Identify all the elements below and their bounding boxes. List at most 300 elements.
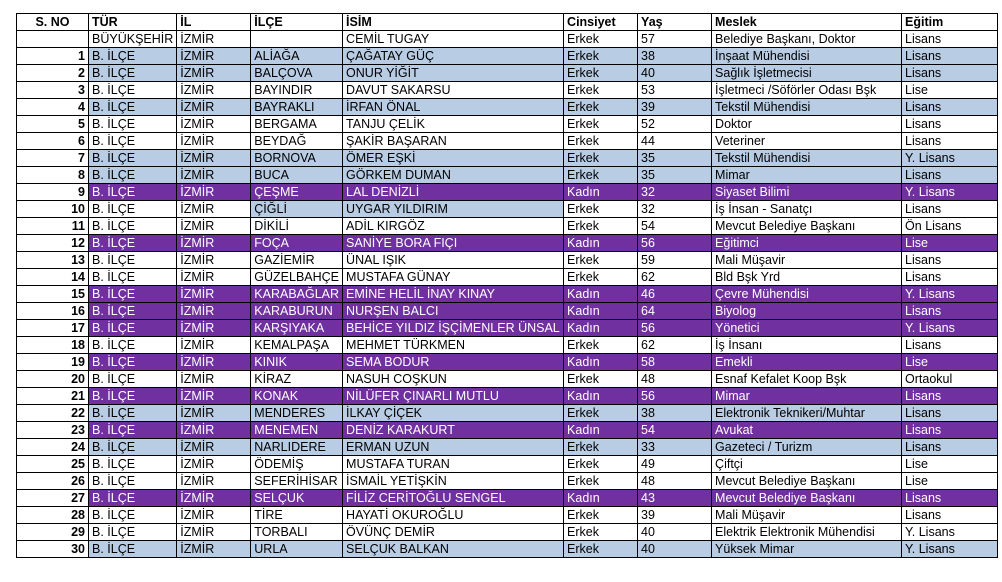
cell-ilce[interactable]: KEMALPAŞA <box>251 337 343 354</box>
cell-cinsiyet[interactable]: Erkek <box>564 116 638 133</box>
cell-isim[interactable]: ÖVÜNÇ DEMİR <box>343 524 564 541</box>
cell-ilce[interactable]: KİRAZ <box>251 371 343 388</box>
table-row[interactable] <box>17 116 998 133</box>
cell-meslek[interactable]: Esnaf Kefalet Koop Bşk <box>712 371 902 388</box>
cell-isim[interactable]: SELÇUK BALKAN <box>343 541 564 558</box>
cell-il[interactable]: İZMİR <box>177 269 251 286</box>
cell-il[interactable]: İZMİR <box>177 65 251 82</box>
cell-tur[interactable]: B. İLÇE <box>89 116 177 133</box>
cell-il[interactable]: İZMİR <box>177 524 251 541</box>
cell-yas[interactable]: 52 <box>638 116 712 133</box>
cell-ilce[interactable]: BALÇOVA <box>251 65 343 82</box>
cell-egitim[interactable]: Lisans <box>902 133 998 150</box>
table-row[interactable] <box>17 48 998 65</box>
cell-yas[interactable]: 57 <box>638 31 712 48</box>
cell-cinsiyet[interactable]: Erkek <box>564 150 638 167</box>
cell-egitim[interactable]: Lisans <box>902 252 998 269</box>
cell-sno[interactable]: 8 <box>17 167 89 184</box>
cell-yas[interactable]: 49 <box>638 456 712 473</box>
cell-yas[interactable]: 33 <box>638 439 712 456</box>
cell-sno[interactable]: 23 <box>17 422 89 439</box>
cell-egitim[interactable]: Lise <box>902 456 998 473</box>
cell-cinsiyet[interactable]: Erkek <box>564 218 638 235</box>
cell-cinsiyet[interactable]: Kadın <box>564 388 638 405</box>
cell-egitim[interactable]: Lisans <box>902 507 998 524</box>
cell-isim[interactable]: EMİNE HELİL İNAY KINAY <box>343 286 564 303</box>
cell-cinsiyet[interactable]: Erkek <box>564 456 638 473</box>
cell-isim[interactable]: ERMAN UZUN <box>343 439 564 456</box>
cell-il[interactable]: İZMİR <box>177 490 251 507</box>
cell-meslek[interactable]: Siyaset Bilimi <box>712 184 902 201</box>
cell-ilce[interactable]: GAZİEMİR <box>251 252 343 269</box>
cell-isim[interactable]: ADİL KIRGÖZ <box>343 218 564 235</box>
cell-cinsiyet[interactable]: Kadın <box>564 286 638 303</box>
cell-egitim[interactable]: Lise <box>902 235 998 252</box>
cell-cinsiyet[interactable]: Kadın <box>564 354 638 371</box>
cell-tur[interactable]: B. İLÇE <box>89 99 177 116</box>
cell-meslek[interactable]: Avukat <box>712 422 902 439</box>
cell-sno[interactable]: 6 <box>17 133 89 150</box>
cell-yas[interactable]: 38 <box>638 48 712 65</box>
cell-il[interactable]: İZMİR <box>177 337 251 354</box>
cell-ilce[interactable]: ÖDEMİŞ <box>251 456 343 473</box>
cell-cinsiyet[interactable]: Erkek <box>564 48 638 65</box>
cell-meslek[interactable]: Çiftçi <box>712 456 902 473</box>
cell-egitim[interactable]: Lisans <box>902 303 998 320</box>
cell-egitim[interactable]: Lisans <box>902 337 998 354</box>
cell-egitim[interactable]: Y. Lisans <box>902 150 998 167</box>
cell-yas[interactable]: 40 <box>638 541 712 558</box>
cell-sno[interactable]: 3 <box>17 82 89 99</box>
cell-tur[interactable]: B. İLÇE <box>89 439 177 456</box>
cell-egitim[interactable]: Lisans <box>902 422 998 439</box>
cell-sno[interactable]: 16 <box>17 303 89 320</box>
cell-sno[interactable]: 2 <box>17 65 89 82</box>
cell-cinsiyet[interactable]: Erkek <box>564 65 638 82</box>
cell-tur[interactable]: B. İLÇE <box>89 235 177 252</box>
cell-il[interactable]: İZMİR <box>177 218 251 235</box>
cell-il[interactable]: İZMİR <box>177 31 251 48</box>
table-row[interactable] <box>17 541 998 558</box>
cell-egitim[interactable]: Y. Lisans <box>902 184 998 201</box>
cell-ilce[interactable]: SEFERİHİSAR <box>251 473 343 490</box>
cell-isim[interactable]: GÖRKEM DUMAN <box>343 167 564 184</box>
cell-ilce[interactable]: MENDERES <box>251 405 343 422</box>
cell-isim[interactable]: FİLİZ CERİTOĞLU SENGEL <box>343 490 564 507</box>
cell-sno[interactable] <box>17 31 89 48</box>
cell-isim[interactable]: ÖMER EŞKİ <box>343 150 564 167</box>
cell-il[interactable]: İZMİR <box>177 303 251 320</box>
cell-ilce[interactable]: KARABAĞLAR <box>251 286 343 303</box>
cell-isim[interactable]: DAVUT SAKARSU <box>343 82 564 99</box>
cell-meslek[interactable]: Biyolog <box>712 303 902 320</box>
cell-il[interactable]: İZMİR <box>177 473 251 490</box>
cell-il[interactable]: İZMİR <box>177 422 251 439</box>
cell-yas[interactable]: 62 <box>638 269 712 286</box>
cell-tur[interactable]: B. İLÇE <box>89 490 177 507</box>
cell-sno[interactable]: 1 <box>17 48 89 65</box>
cell-tur[interactable]: B. İLÇE <box>89 201 177 218</box>
cell-tur[interactable]: B. İLÇE <box>89 252 177 269</box>
cell-meslek[interactable]: Mali Müşavir <box>712 252 902 269</box>
cell-isim[interactable]: MUSTAFA TURAN <box>343 456 564 473</box>
cell-yas[interactable]: 54 <box>638 422 712 439</box>
table-row[interactable] <box>17 405 998 422</box>
cell-ilce[interactable]: BUCA <box>251 167 343 184</box>
cell-il[interactable]: İZMİR <box>177 235 251 252</box>
cell-yas[interactable]: 62 <box>638 337 712 354</box>
table-row[interactable] <box>17 252 998 269</box>
cell-yas[interactable]: 59 <box>638 252 712 269</box>
cell-tur[interactable]: B. İLÇE <box>89 184 177 201</box>
cell-il[interactable]: İZMİR <box>177 133 251 150</box>
cell-meslek[interactable]: Veteriner <box>712 133 902 150</box>
cell-meslek[interactable]: Elektrik Elektronik Mühendisi <box>712 524 902 541</box>
cell-meslek[interactable]: Mevcut Belediye Başkanı <box>712 218 902 235</box>
table-row[interactable] <box>17 490 998 507</box>
table-row[interactable] <box>17 218 998 235</box>
cell-meslek[interactable]: Mali Müşavir <box>712 507 902 524</box>
table-row[interactable] <box>17 388 998 405</box>
cell-isim[interactable]: CEMİL TUGAY <box>343 31 564 48</box>
cell-isim[interactable]: İRFAN ÖNAL <box>343 99 564 116</box>
cell-cinsiyet[interactable]: Kadın <box>564 320 638 337</box>
cell-isim[interactable]: MUSTAFA GÜNAY <box>343 269 564 286</box>
cell-egitim[interactable]: Lisans <box>902 31 998 48</box>
cell-tur[interactable]: B. İLÇE <box>89 388 177 405</box>
cell-cinsiyet[interactable]: Erkek <box>564 507 638 524</box>
table-row[interactable] <box>17 201 998 218</box>
cell-ilce[interactable] <box>251 31 343 48</box>
cell-meslek[interactable]: Mevcut Belediye Başkanı <box>712 490 902 507</box>
cell-meslek[interactable]: Gazeteci / Turizm <box>712 439 902 456</box>
table-row[interactable] <box>17 269 998 286</box>
cell-sno[interactable]: 14 <box>17 269 89 286</box>
cell-meslek[interactable]: Çevre Mühendisi <box>712 286 902 303</box>
cell-egitim[interactable]: Ön Lisans <box>902 218 998 235</box>
cell-cinsiyet[interactable]: Kadın <box>564 184 638 201</box>
cell-ilce[interactable]: KARŞIYAKA <box>251 320 343 337</box>
cell-sno[interactable]: 20 <box>17 371 89 388</box>
cell-isim[interactable]: DENİZ KARAKURT <box>343 422 564 439</box>
cell-cinsiyet[interactable]: Erkek <box>564 82 638 99</box>
cell-il[interactable]: İZMİR <box>177 286 251 303</box>
cell-meslek[interactable]: Yönetici <box>712 320 902 337</box>
cell-sno[interactable]: 17 <box>17 320 89 337</box>
cell-yas[interactable]: 39 <box>638 507 712 524</box>
cell-egitim[interactable]: Lisans <box>902 167 998 184</box>
cell-ilce[interactable]: FOÇA <box>251 235 343 252</box>
cell-ilce[interactable]: ÇEŞME <box>251 184 343 201</box>
cell-sno[interactable]: 30 <box>17 541 89 558</box>
cell-sno[interactable]: 4 <box>17 99 89 116</box>
cell-isim[interactable]: MEHMET TÜRKMEN <box>343 337 564 354</box>
cell-il[interactable]: İZMİR <box>177 320 251 337</box>
cell-sno[interactable]: 27 <box>17 490 89 507</box>
cell-tur[interactable]: B. İLÇE <box>89 269 177 286</box>
cell-isim[interactable]: ŞAKİR BAŞARAN <box>343 133 564 150</box>
cell-sno[interactable]: 5 <box>17 116 89 133</box>
cell-egitim[interactable]: Y. Lisans <box>902 541 998 558</box>
cell-sno[interactable]: 10 <box>17 201 89 218</box>
cell-yas[interactable]: 32 <box>638 201 712 218</box>
cell-sno[interactable]: 22 <box>17 405 89 422</box>
cell-isim[interactable]: İSMAİL YETİŞKİN <box>343 473 564 490</box>
cell-sno[interactable]: 9 <box>17 184 89 201</box>
cell-yas[interactable]: 46 <box>638 286 712 303</box>
cell-ilce[interactable]: ALİAĞA <box>251 48 343 65</box>
cell-tur[interactable]: B. İLÇE <box>89 218 177 235</box>
cell-yas[interactable]: 48 <box>638 371 712 388</box>
cell-tur[interactable]: B. İLÇE <box>89 48 177 65</box>
cell-sno[interactable]: 12 <box>17 235 89 252</box>
cell-egitim[interactable]: Lise <box>902 473 998 490</box>
cell-cinsiyet[interactable]: Erkek <box>564 524 638 541</box>
table-row[interactable] <box>17 133 998 150</box>
cell-il[interactable]: İZMİR <box>177 201 251 218</box>
cell-yas[interactable]: 44 <box>638 133 712 150</box>
cell-il[interactable]: İZMİR <box>177 116 251 133</box>
cell-tur[interactable]: B. İLÇE <box>89 82 177 99</box>
table-row[interactable] <box>17 439 998 456</box>
cell-il[interactable]: İZMİR <box>177 184 251 201</box>
cell-tur[interactable]: B. İLÇE <box>89 422 177 439</box>
cell-tur[interactable]: BÜYÜKŞEHİR <box>89 31 177 48</box>
cell-ilce[interactable]: URLA <box>251 541 343 558</box>
cell-sno[interactable]: 11 <box>17 218 89 235</box>
cell-il[interactable]: İZMİR <box>177 507 251 524</box>
cell-il[interactable]: İZMİR <box>177 99 251 116</box>
cell-ilce[interactable]: KONAK <box>251 388 343 405</box>
cell-egitim[interactable]: Lisans <box>902 65 998 82</box>
cell-ilce[interactable]: ÇİĞLİ <box>251 201 343 218</box>
cell-egitim[interactable]: Lisans <box>902 405 998 422</box>
table-row[interactable] <box>17 473 998 490</box>
cell-sno[interactable]: 19 <box>17 354 89 371</box>
table-row[interactable] <box>17 99 998 116</box>
cell-il[interactable]: İZMİR <box>177 388 251 405</box>
cell-cinsiyet[interactable]: Erkek <box>564 405 638 422</box>
cell-ilce[interactable]: KINIK <box>251 354 343 371</box>
cell-yas[interactable]: 39 <box>638 99 712 116</box>
cell-meslek[interactable]: Bld Bşk Yrd <box>712 269 902 286</box>
cell-cinsiyet[interactable]: Kadın <box>564 303 638 320</box>
cell-yas[interactable]: 35 <box>638 167 712 184</box>
cell-isim[interactable]: NASUH COŞKUN <box>343 371 564 388</box>
cell-isim[interactable]: BEHİCE YILDIZ İŞÇİMENLER ÜNSAL <box>343 320 564 337</box>
cell-meslek[interactable]: Mevcut Belediye Başkanı <box>712 473 902 490</box>
table-row[interactable] <box>17 184 998 201</box>
cell-yas[interactable]: 48 <box>638 473 712 490</box>
cell-sno[interactable]: 29 <box>17 524 89 541</box>
cell-sno[interactable]: 28 <box>17 507 89 524</box>
cell-yas[interactable]: 54 <box>638 218 712 235</box>
cell-il[interactable]: İZMİR <box>177 150 251 167</box>
cell-ilce[interactable]: GÜZELBAHÇE <box>251 269 343 286</box>
cell-cinsiyet[interactable]: Erkek <box>564 371 638 388</box>
cell-yas[interactable]: 43 <box>638 490 712 507</box>
cell-sno[interactable]: 25 <box>17 456 89 473</box>
cell-cinsiyet[interactable]: Erkek <box>564 167 638 184</box>
cell-egitim[interactable]: Lisans <box>902 388 998 405</box>
table-row[interactable] <box>17 286 998 303</box>
cell-meslek[interactable]: Tekstil Mühendisi <box>712 99 902 116</box>
cell-cinsiyet[interactable]: Kadın <box>564 422 638 439</box>
cell-egitim[interactable]: Lisans <box>902 439 998 456</box>
cell-tur[interactable]: B. İLÇE <box>89 524 177 541</box>
cell-cinsiyet[interactable]: Erkek <box>564 269 638 286</box>
table-row[interactable] <box>17 320 998 337</box>
table-row[interactable] <box>17 167 998 184</box>
cell-isim[interactable]: ÜNAL IŞIK <box>343 252 564 269</box>
cell-ilce[interactable]: BAYINDIR <box>251 82 343 99</box>
cell-meslek[interactable]: Elektronik Teknikeri/Muhtar <box>712 405 902 422</box>
cell-tur[interactable]: B. İLÇE <box>89 167 177 184</box>
cell-egitim[interactable]: Lise <box>902 82 998 99</box>
cell-cinsiyet[interactable]: Erkek <box>564 201 638 218</box>
cell-cinsiyet[interactable]: Erkek <box>564 337 638 354</box>
table-row[interactable] <box>17 337 998 354</box>
cell-il[interactable]: İZMİR <box>177 405 251 422</box>
cell-cinsiyet[interactable]: Erkek <box>564 541 638 558</box>
cell-tur[interactable]: B. İLÇE <box>89 541 177 558</box>
cell-yas[interactable]: 56 <box>638 388 712 405</box>
cell-il[interactable]: İZMİR <box>177 456 251 473</box>
cell-tur[interactable]: B. İLÇE <box>89 507 177 524</box>
cell-egitim[interactable]: Y. Lisans <box>902 524 998 541</box>
cell-egitim[interactable]: Y. Lisans <box>902 320 998 337</box>
cell-ilce[interactable]: TORBALI <box>251 524 343 541</box>
table-row[interactable] <box>17 354 998 371</box>
cell-ilce[interactable]: BERGAMA <box>251 116 343 133</box>
cell-isim[interactable]: NURŞEN BALCI <box>343 303 564 320</box>
cell-meslek[interactable]: Emekli <box>712 354 902 371</box>
cell-egitim[interactable]: Lisans <box>902 490 998 507</box>
cell-egitim[interactable]: Lise <box>902 354 998 371</box>
cell-yas[interactable]: 40 <box>638 524 712 541</box>
cell-ilce[interactable]: BAYRAKLI <box>251 99 343 116</box>
cell-isim[interactable]: TANJU ÇELİK <box>343 116 564 133</box>
cell-ilce[interactable]: BORNOVA <box>251 150 343 167</box>
cell-il[interactable]: İZMİR <box>177 82 251 99</box>
cell-sno[interactable]: 21 <box>17 388 89 405</box>
table-row[interactable] <box>17 456 998 473</box>
cell-tur[interactable]: B. İLÇE <box>89 150 177 167</box>
cell-tur[interactable]: B. İLÇE <box>89 65 177 82</box>
cell-tur[interactable]: B. İLÇE <box>89 354 177 371</box>
cell-meslek[interactable]: İş İnsanı <box>712 337 902 354</box>
table-row[interactable] <box>17 371 998 388</box>
cell-meslek[interactable]: Eğitimci <box>712 235 902 252</box>
cell-yas[interactable]: 64 <box>638 303 712 320</box>
cell-meslek[interactable]: Mimar <box>712 388 902 405</box>
cell-sno[interactable]: 26 <box>17 473 89 490</box>
cell-isim[interactable]: SANİYE BORA FIÇI <box>343 235 564 252</box>
cell-ilce[interactable]: TİRE <box>251 507 343 524</box>
cell-il[interactable]: İZMİR <box>177 439 251 456</box>
cell-egitim[interactable]: Lisans <box>902 116 998 133</box>
cell-ilce[interactable]: SELÇUK <box>251 490 343 507</box>
cell-tur[interactable]: B. İLÇE <box>89 473 177 490</box>
cell-sno[interactable]: 7 <box>17 150 89 167</box>
cell-sno[interactable]: 24 <box>17 439 89 456</box>
cell-il[interactable]: İZMİR <box>177 48 251 65</box>
cell-cinsiyet[interactable]: Erkek <box>564 473 638 490</box>
cell-egitim[interactable]: Lisans <box>902 48 998 65</box>
cell-meslek[interactable]: Mimar <box>712 167 902 184</box>
cell-cinsiyet[interactable]: Kadın <box>564 235 638 252</box>
cell-yas[interactable]: 53 <box>638 82 712 99</box>
cell-isim[interactable]: UYGAR YILDIRIM <box>343 201 564 218</box>
cell-yas[interactable]: 35 <box>638 150 712 167</box>
cell-tur[interactable]: B. İLÇE <box>89 337 177 354</box>
cell-tur[interactable]: B. İLÇE <box>89 456 177 473</box>
cell-isim[interactable]: SEMA BODUR <box>343 354 564 371</box>
cell-meslek[interactable]: Doktor <box>712 116 902 133</box>
cell-meslek[interactable]: Tekstil Mühendisi <box>712 150 902 167</box>
cell-tur[interactable]: B. İLÇE <box>89 133 177 150</box>
cell-egitim[interactable]: Ortaokul <box>902 371 998 388</box>
cell-ilce[interactable]: NARLIDERE <box>251 439 343 456</box>
cell-yas[interactable]: 40 <box>638 65 712 82</box>
cell-il[interactable]: İZMİR <box>177 252 251 269</box>
cell-cinsiyet[interactable]: Erkek <box>564 252 638 269</box>
cell-cinsiyet[interactable]: Erkek <box>564 133 638 150</box>
table-row[interactable] <box>17 150 998 167</box>
cell-egitim[interactable]: Lisans <box>902 99 998 116</box>
cell-sno[interactable]: 18 <box>17 337 89 354</box>
cell-isim[interactable]: LAL DENİZLİ <box>343 184 564 201</box>
cell-egitim[interactable]: Y. Lisans <box>902 286 998 303</box>
cell-ilce[interactable]: BEYDAĞ <box>251 133 343 150</box>
table-row[interactable] <box>17 235 998 252</box>
cell-meslek[interactable]: İşletmeci /Söförler Odası Bşk <box>712 82 902 99</box>
table-row[interactable] <box>17 524 998 541</box>
cell-cinsiyet[interactable]: Erkek <box>564 439 638 456</box>
cell-meslek[interactable]: İş İnsan - Sanatçı <box>712 201 902 218</box>
cell-sno[interactable]: 13 <box>17 252 89 269</box>
cell-cinsiyet[interactable]: Kadın <box>564 490 638 507</box>
cell-tur[interactable]: B. İLÇE <box>89 371 177 388</box>
cell-il[interactable]: İZMİR <box>177 541 251 558</box>
cell-isim[interactable]: ONUR YİĞİT <box>343 65 564 82</box>
cell-meslek[interactable]: Belediye Başkanı, Doktor <box>712 31 902 48</box>
table-row[interactable] <box>17 82 998 99</box>
table-row[interactable] <box>17 303 998 320</box>
cell-ilce[interactable]: MENEMEN <box>251 422 343 439</box>
cell-isim[interactable]: HAYATİ OKUROĞLU <box>343 507 564 524</box>
cell-meslek[interactable]: İnşaat Mühendisi <box>712 48 902 65</box>
cell-cinsiyet[interactable]: Erkek <box>564 31 638 48</box>
cell-tur[interactable]: B. İLÇE <box>89 320 177 337</box>
cell-cinsiyet[interactable]: Erkek <box>564 99 638 116</box>
cell-meslek[interactable]: Sağlık İşletmecisi <box>712 65 902 82</box>
cell-isim[interactable]: İLKAY ÇİÇEK <box>343 405 564 422</box>
cell-yas[interactable]: 32 <box>638 184 712 201</box>
cell-il[interactable]: İZMİR <box>177 371 251 388</box>
cell-yas[interactable]: 38 <box>638 405 712 422</box>
cell-yas[interactable]: 56 <box>638 235 712 252</box>
table-row[interactable] <box>17 422 998 439</box>
cell-il[interactable]: İZMİR <box>177 354 251 371</box>
cell-sno[interactable]: 15 <box>17 286 89 303</box>
cell-meslek[interactable]: Yüksek Mimar <box>712 541 902 558</box>
table-row[interactable] <box>17 507 998 524</box>
cell-yas[interactable]: 58 <box>638 354 712 371</box>
table-row[interactable] <box>17 31 998 48</box>
cell-ilce[interactable]: DİKİLİ <box>251 218 343 235</box>
cell-ilce[interactable]: KARABURUN <box>251 303 343 320</box>
